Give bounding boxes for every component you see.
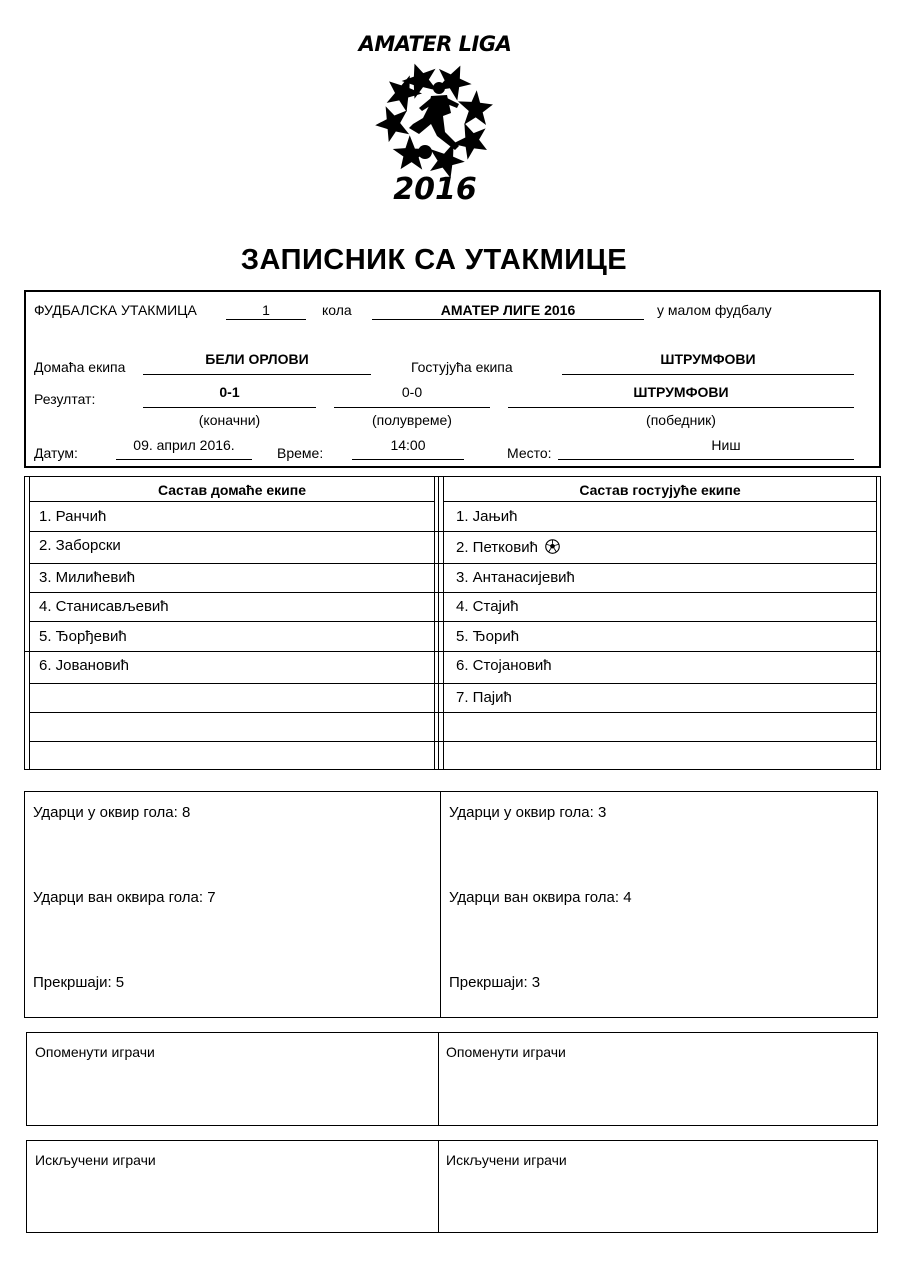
away-team-value: ШТРУМФОВИ	[660, 351, 756, 367]
home-team-value: БЕЛИ ОРЛОВИ	[205, 351, 309, 367]
time-value: 14:00	[390, 437, 426, 453]
away-player-2: 2. Петковић	[456, 539, 538, 556]
home-player-5: 5. Ђорђевић	[39, 628, 127, 645]
final-score-caption: (коначни)	[198, 412, 261, 428]
away-cautioned-label: Опоменути играчи	[446, 1044, 566, 1060]
match-label: ФУДБАЛСКА УТАКМИЦА	[34, 302, 197, 318]
logo-emblem	[373, 58, 497, 182]
winner-caption: (победник)	[646, 412, 716, 428]
place-value: Ниш	[711, 437, 741, 453]
logo-top-text: AMATER LIGA	[358, 32, 512, 56]
away-ejected-label: Искључени играчи	[446, 1152, 567, 1168]
ejections-box	[26, 1140, 878, 1233]
soccer-ball-icon	[545, 539, 560, 554]
home-shots-on-target: Ударци у оквир гола: 8	[33, 804, 191, 821]
home-player-4: 4. Станисављевић	[39, 598, 169, 615]
away-player-6: 6. Стојановић	[456, 657, 552, 674]
result-label: Резултат:	[34, 391, 96, 407]
home-team-label: Домаћа екипа	[34, 359, 126, 375]
lineup-table	[24, 476, 881, 770]
home-fouls: Прекршаји: 5	[33, 974, 125, 991]
away-player-2-row	[456, 539, 560, 556]
final-score-value: 0-1	[219, 384, 240, 400]
home-player-2: 2. Заборски	[39, 537, 121, 554]
date-label: Датум:	[34, 445, 78, 461]
home-ejected-label: Искључени играчи	[35, 1152, 156, 1168]
halftime-score-caption: (полувреме)	[372, 412, 452, 428]
away-fouls: Прекршаји: 3	[449, 974, 541, 991]
home-shots-off-target: Ударци ван оквира гола: 7	[33, 889, 216, 906]
away-shots-off-target: Ударци ван оквира гола: 4	[449, 889, 632, 906]
cautions-box	[26, 1032, 878, 1126]
date-value: 09. април 2016.	[133, 437, 235, 453]
match-header-box	[24, 290, 881, 468]
away-player-4: 4. Стајић	[456, 598, 519, 615]
league-logo	[355, 32, 515, 212]
place-label: Место:	[507, 445, 552, 461]
round-label: кола	[322, 302, 352, 318]
home-player-3: 3. Милићевић	[39, 569, 136, 586]
away-player-1: 1. Јањић	[456, 508, 518, 525]
logo-year: 2016	[393, 172, 477, 207]
round-value: 1	[262, 302, 270, 318]
away-team-label: Гостујућа екипа	[411, 359, 513, 375]
home-cautioned-label: Опоменути играчи	[35, 1044, 155, 1060]
sport-label: у малом фудбалу	[657, 302, 772, 318]
away-player-3: 3. Антанасијевић	[456, 569, 575, 586]
home-player-1: 1. Ранчић	[39, 508, 107, 525]
away-shots-on-target: Ударци у оквир гола: 3	[449, 804, 607, 821]
home-lineup-header: Састав домаће екипе	[157, 482, 307, 498]
stats-box	[24, 791, 878, 1018]
league-value: АМАТЕР ЛИГЕ 2016	[440, 302, 576, 318]
halftime-score-value: 0-0	[401, 384, 423, 400]
time-label: Време:	[277, 445, 324, 461]
page-title: ЗАПИСНИК СА УТАКМИЦЕ	[240, 244, 628, 276]
away-player-5: 5. Ђорић	[456, 628, 520, 645]
home-player-6: 6. Јовановић	[39, 657, 129, 674]
away-lineup-header: Састав гостујуће екипе	[579, 482, 741, 498]
away-player-7: 7. Пајић	[456, 689, 512, 706]
winner-value: ШТРУМФОВИ	[633, 384, 729, 400]
